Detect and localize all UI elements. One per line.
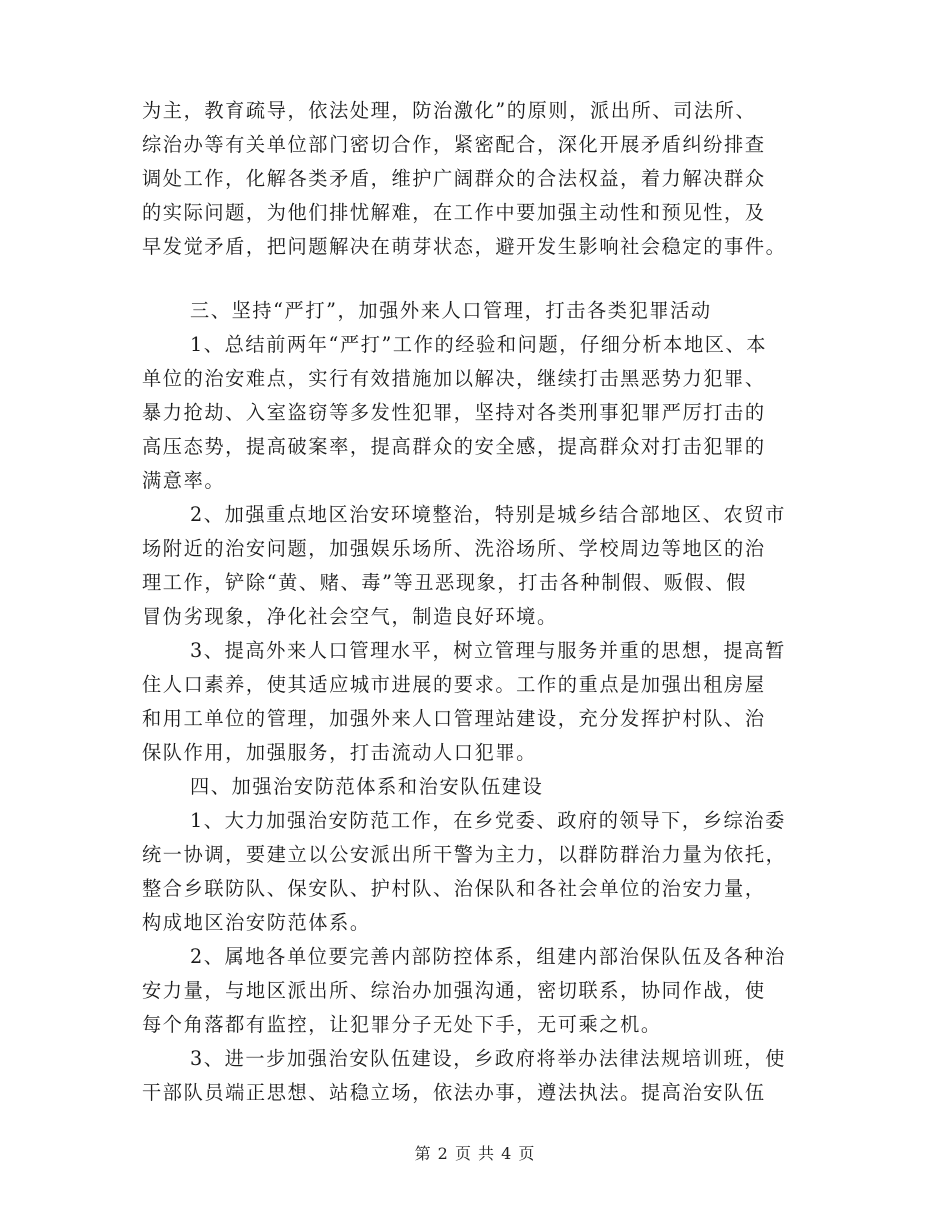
paragraph-line: 1、大力加强治安防范工作，在乡党委、政府的领导下，乡综治委 <box>190 809 786 832</box>
paragraph-line: 2、属地各单位要完善内部防控体系，组建内部治保队伍及各种治 <box>190 945 786 968</box>
paragraph-line: 调处工作，化解各类矛盾，维护广阔群众的合法权益，着力解决群众 <box>142 167 766 190</box>
paragraph-line: 3、提高外来人口管理水平，树立管理与服务并重的思想，提高暂 <box>190 639 786 662</box>
paragraph-line: 3、进一步加强治安队伍建设，乡政府将举办法律法规培训班，使 <box>190 1047 786 1070</box>
paragraph-line: 场附近的治安问题，加强娱乐场所、洗浴场所、学校周边等地区的治 <box>142 537 766 560</box>
section-heading-4: 四、加强治安防范体系和治安队伍建设 <box>190 775 544 798</box>
paragraph-line: 和用工单位的管理，加强外来人口管理站建设，充分发挥护村队、治 <box>142 707 766 730</box>
section-heading-3: 三、坚持“严打”，加强外来人口管理，打击各类犯罪活动 <box>190 299 712 322</box>
paragraph-line: 冒伪劣现象，净化社会空气，制造良好环境。 <box>142 605 558 628</box>
paragraph-line: 为主，教育疏导，依法处理，防治激化”的原则，派出所、司法所、 <box>142 99 757 122</box>
paragraph-line: 早发觉矛盾，把问题解决在萌芽状态，避开发生影响社会稳定的事件。 <box>142 235 787 258</box>
paragraph-line: 的实际问题，为他们排忧解难，在工作中要加强主动性和预见性，及 <box>142 201 766 224</box>
paragraph-line: 1、总结前两年“严打”工作的经验和问题，仔细分析本地区、本 <box>190 333 768 356</box>
paragraph-line: 统一协调，要建立以公安派出所干警为主力，以群防群治力量为依托， <box>142 843 787 866</box>
paragraph-line: 2、加强重点地区治安环境整治，特别是城乡结合部地区、农贸市 <box>190 503 786 526</box>
paragraph-line: 干部队员端正思想、站稳立场，依法办事，遵法执法。提高治安队伍 <box>142 1081 766 1104</box>
paragraph-line: 高压态势，提高破案率，提高群众的安全感，提高群众对打击犯罪的 <box>142 435 766 458</box>
paragraph-line: 每个角落都有监控，让犯罪分子无处下手，无可乘之机。 <box>142 1013 662 1036</box>
paragraph-line: 单位的治安难点，实行有效措施加以解决，继续打击黑恶势力犯罪、 <box>142 367 766 390</box>
paragraph-line: 住人口素养，使其适应城市进展的要求。工作的重点是加强出租房屋 <box>142 673 766 696</box>
paragraph-line: 安力量，与地区派出所、综治办加强沟通，密切联系，协同作战，使 <box>142 979 766 1002</box>
paragraph-line: 构成地区治安防范体系。 <box>142 911 371 934</box>
paragraph-line: 理工作，铲除“黄、赌、毒”等丑恶现象，打击各种制假、贩假、假 <box>142 571 747 594</box>
paragraph-line: 暴力抢劫、入室盗窃等多发性犯罪，坚持对各类刑事犯罪严厉打击的 <box>142 401 766 424</box>
paragraph-line: 保队作用，加强服务，打击流动人口犯罪。 <box>142 741 537 764</box>
paragraph-line: 整合乡联防队、保安队、护村队、治保队和各社会单位的治安力量， <box>142 877 766 900</box>
page-number-footer: 第 2 页 共 4 页 <box>414 1144 536 1163</box>
paragraph-line: 满意率。 <box>142 469 226 492</box>
paragraph-line: 综治办等有关单位部门密切合作，紧密配合，深化开展矛盾纠纷排查 <box>142 133 766 156</box>
